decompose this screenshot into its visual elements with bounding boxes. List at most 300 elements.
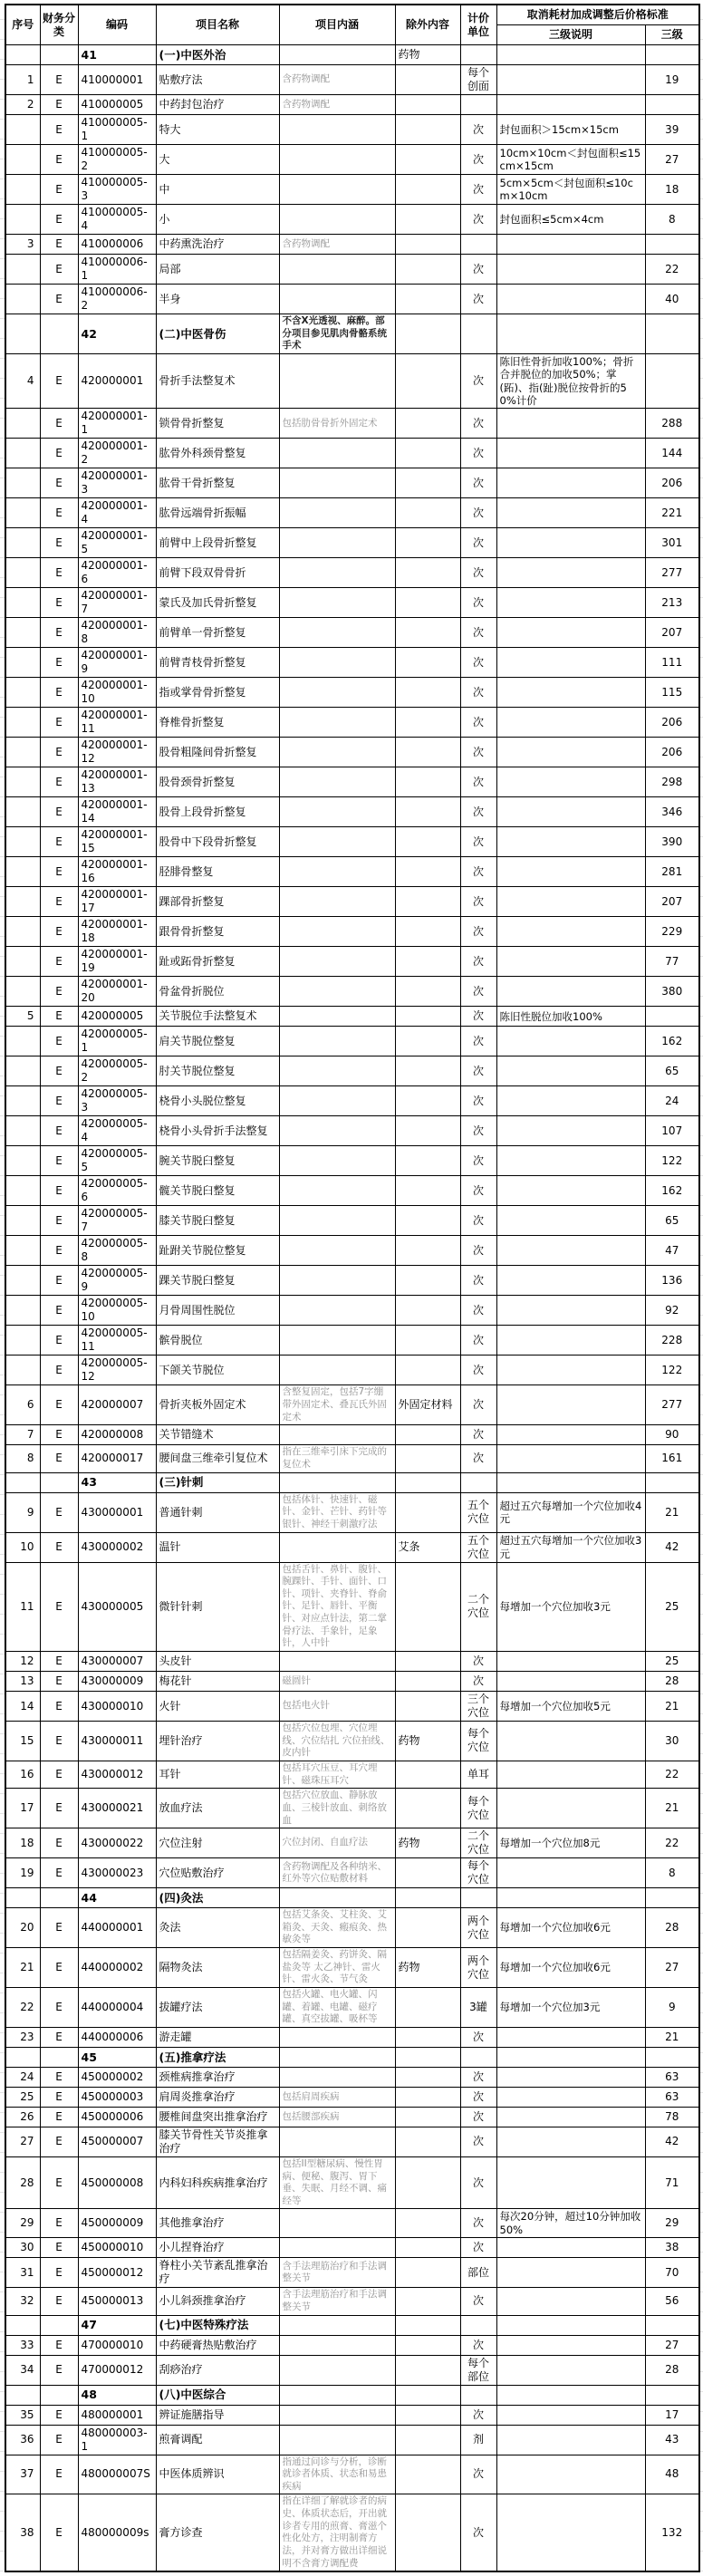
cell-excl (395, 1266, 460, 1296)
cell-fin: E (40, 65, 78, 95)
cell-excl (395, 1146, 460, 1176)
cell-name: 肘关节脱位整复 (156, 1056, 279, 1086)
cell-note (496, 1888, 645, 1908)
cell-unit: 次 (460, 558, 496, 588)
cell-unit: 每个部位 (460, 2355, 496, 2385)
cell-content (279, 947, 395, 977)
cell-price: 162 (645, 1176, 699, 1206)
cell-code: 420000001-17 (78, 887, 156, 917)
cell-excl (395, 1236, 460, 1266)
cell-content (279, 2315, 395, 2335)
cell-name: 月骨周围性脱位 (156, 1296, 279, 1326)
cell-note (496, 1672, 645, 1692)
cell-price: 162 (645, 1027, 699, 1056)
cell-note (496, 1722, 645, 1761)
cell-price: 8 (645, 205, 699, 235)
cell-excl (395, 857, 460, 887)
cell-note (496, 1056, 645, 1086)
cell-note (496, 2107, 645, 2127)
cell-content: 含药物调配 (279, 235, 395, 255)
cell-fin: E (40, 827, 78, 857)
cell-code: 420000005-11 (78, 1326, 156, 1356)
cell-fin (40, 1472, 78, 1492)
cell-fin: E (40, 2107, 78, 2127)
cell-seq (5, 45, 40, 65)
cell-excl (395, 498, 460, 528)
cell-seq (5, 1176, 40, 1206)
cell-code: 410000006 (78, 235, 156, 255)
cell-content (279, 2238, 395, 2258)
cell-seq: 15 (5, 1722, 40, 1761)
cell-unit: 次 (460, 285, 496, 314)
cell-code: 420000001-9 (78, 648, 156, 678)
table-row (5, 1761, 699, 1788)
cell-excl (395, 175, 460, 205)
cell-seq (5, 857, 40, 887)
cell-price: 281 (645, 857, 699, 887)
cell-excl (395, 1056, 460, 1086)
table-row (5, 1326, 699, 1356)
cell-seq (5, 1027, 40, 1056)
cell-fin: E (40, 2087, 78, 2107)
cell-name: (二)中医骨伤 (156, 314, 279, 354)
cell-code: 420000001-11 (78, 708, 156, 738)
cell-price: 9 (645, 1988, 699, 2028)
cell-price: 56 (645, 2288, 699, 2315)
table-row (5, 678, 699, 708)
cell-name: 骨盆骨折脱位 (156, 977, 279, 1007)
cell-fin: E (40, 1532, 78, 1562)
table-row (5, 558, 699, 588)
cell-fin: E (40, 2027, 78, 2047)
cell-name: 锁骨骨折整复 (156, 409, 279, 439)
cell-seq: 21 (5, 1948, 40, 1988)
cell-seq: 10 (5, 1532, 40, 1562)
cell-name: 刮痧治疗 (156, 2355, 279, 2385)
cell-unit (460, 314, 496, 354)
cell-fin: E (40, 2355, 78, 2385)
cell-seq: 26 (5, 2107, 40, 2127)
cell-excl (395, 1672, 460, 1692)
cell-unit: 次 (460, 738, 496, 767)
cell-note (496, 45, 645, 65)
cell-code: 410000005-1 (78, 115, 156, 145)
cell-unit: 二个穴位 (460, 1562, 496, 1651)
cell-fin: E (40, 1722, 78, 1761)
cell-excl (395, 95, 460, 115)
cell-code: 440000006 (78, 2027, 156, 2047)
cell-price: 21 (645, 2027, 699, 2047)
cell-fin: E (40, 95, 78, 115)
header-item-content: 项目内涵 (279, 5, 395, 45)
cell-content (279, 1007, 395, 1027)
cell-name: 小儿斜颈推拿治疗 (156, 2288, 279, 2315)
cell-excl (395, 314, 460, 354)
cell-unit: 次 (460, 1672, 496, 1692)
cell-name: 穴位贴敷治疗 (156, 1858, 279, 1888)
table-row (5, 917, 699, 947)
cell-note (496, 1176, 645, 1206)
table-row (5, 1948, 699, 1988)
cell-fin: E (40, 115, 78, 145)
cell-note: 封包面积＞15cm×15cm (496, 115, 645, 145)
cell-fin: E (40, 797, 78, 827)
cell-seq: 27 (5, 2127, 40, 2156)
cell-unit: 次 (460, 2455, 496, 2494)
table-row (5, 1722, 699, 1761)
table-row (5, 1027, 699, 1056)
cell-name: 小儿捏脊治疗 (156, 2238, 279, 2258)
table-row (5, 235, 699, 255)
cell-unit: 次 (460, 528, 496, 558)
cell-unit: 次 (460, 1425, 496, 1445)
cell-excl (395, 255, 460, 285)
cell-content: 磁圆针 (279, 1672, 395, 1692)
cell-code: 45 (78, 2047, 156, 2067)
cell-seq: 5 (5, 1007, 40, 1027)
cell-content (279, 648, 395, 678)
cell-excl (395, 1007, 460, 1027)
cell-excl (395, 285, 460, 314)
cell-seq (5, 708, 40, 738)
cell-content (279, 2405, 395, 2425)
cell-name: (三)针刺 (156, 1472, 279, 1492)
cell-name: 前臂青枝骨折整复 (156, 648, 279, 678)
cell-price: 47 (645, 1236, 699, 1266)
cell-name: 普通针刺 (156, 1492, 279, 1532)
cell-excl: 药物 (395, 45, 460, 65)
cell-fin: E (40, 1206, 78, 1236)
cell-fin: E (40, 1296, 78, 1326)
cell-fin: E (40, 1672, 78, 1692)
cell-note (496, 708, 645, 738)
cell-excl (395, 1652, 460, 1672)
cell-name: (五)推拿疗法 (156, 2047, 279, 2067)
cell-seq: 32 (5, 2288, 40, 2315)
cell-name: 关节脱位手法整复术 (156, 1007, 279, 1027)
cell-name: 股骨上段骨折整复 (156, 797, 279, 827)
table-row (5, 353, 699, 409)
table-row (5, 1562, 699, 1651)
cell-fin: E (40, 977, 78, 1007)
cell-excl (395, 528, 460, 558)
cell-excl (395, 887, 460, 917)
cell-content (279, 439, 395, 468)
cell-code: 410000001 (78, 65, 156, 95)
cell-unit: 次 (460, 1116, 496, 1146)
cell-fin: E (40, 767, 78, 797)
cell-note: 每增加一个穴位加收5元 (496, 1692, 645, 1722)
cell-content (279, 887, 395, 917)
table-row (5, 857, 699, 887)
cell-note (496, 887, 645, 917)
cell-name: 髋关节脱臼整复 (156, 1176, 279, 1206)
cell-unit: 次 (460, 1056, 496, 1086)
cell-unit (460, 1472, 496, 1492)
cell-unit: 次 (460, 678, 496, 708)
cell-name: 桡骨小头脱位整复 (156, 1086, 279, 1116)
cell-code: 420000005-9 (78, 1266, 156, 1296)
cell-excl: 艾条 (395, 1532, 460, 1562)
cell-content: 包括体针、快速针、磁针、金针、芒针、药针等银针、神经干刺激疗法 (279, 1492, 395, 1532)
cell-seq: 24 (5, 2067, 40, 2087)
cell-fin: E (40, 2156, 78, 2209)
cell-seq: 11 (5, 1562, 40, 1651)
cell-unit: 次 (460, 255, 496, 285)
cell-fin: E (40, 528, 78, 558)
table-row (5, 1236, 699, 1266)
cell-code: 430000007 (78, 1652, 156, 1672)
section-row (5, 45, 699, 65)
cell-unit (460, 45, 496, 65)
cell-code: 430000002 (78, 1532, 156, 1562)
cell-excl (395, 1888, 460, 1908)
cell-content (279, 1296, 395, 1326)
cell-fin: E (40, 1326, 78, 1356)
cell-unit (460, 2315, 496, 2335)
cell-name: 其他推拿治疗 (156, 2209, 279, 2238)
table-row (5, 2107, 699, 2127)
table-row (5, 498, 699, 528)
cell-content (279, 353, 395, 409)
cell-note (496, 1761, 645, 1788)
cell-price: 107 (645, 1116, 699, 1146)
cell-note: 超过五穴每增加一个穴位加收3元 (496, 1532, 645, 1562)
cell-code: 450000002 (78, 2067, 156, 2087)
cell-price (645, 353, 699, 409)
cell-seq: 20 (5, 1908, 40, 1948)
cell-seq: 23 (5, 2027, 40, 2047)
cell-price: 27 (645, 1948, 699, 1988)
cell-note (496, 2405, 645, 2425)
cell-note (496, 235, 645, 255)
cell-name: 中医体质辨识 (156, 2455, 279, 2494)
cell-name: 放血疗法 (156, 1789, 279, 1828)
cell-note: 10cm×10cm＜封包面积≤15cm×15cm (496, 145, 645, 175)
cell-content (279, 738, 395, 767)
table-row (5, 1296, 699, 1326)
cell-note (496, 1086, 645, 1116)
cell-unit: 次 (460, 887, 496, 917)
cell-note (496, 314, 645, 354)
cell-excl (395, 678, 460, 708)
cell-seq: 22 (5, 1988, 40, 2028)
cell-seq (5, 285, 40, 314)
cell-code: 420000005-3 (78, 1086, 156, 1116)
cell-price: 48 (645, 2455, 699, 2494)
cell-note (496, 917, 645, 947)
cell-unit: 次 (460, 2087, 496, 2107)
cell-price (645, 314, 699, 354)
cell-fin: E (40, 175, 78, 205)
cell-content (279, 1356, 395, 1385)
cell-seq (5, 558, 40, 588)
cell-code: 430000022 (78, 1828, 156, 1858)
cell-excl (395, 2425, 460, 2455)
cell-fin: E (40, 2425, 78, 2455)
cell-price: 277 (645, 1385, 699, 1425)
table-row (5, 175, 699, 205)
table-row (5, 1445, 699, 1472)
cell-seq (5, 439, 40, 468)
cell-content (279, 285, 395, 314)
cell-unit: 部位 (460, 2258, 496, 2288)
cell-content (279, 1472, 395, 1492)
cell-code: 450000006 (78, 2107, 156, 2127)
cell-code: 430000009 (78, 1672, 156, 1692)
cell-price: 25 (645, 1652, 699, 1672)
cell-content: 包括穴位放血、静脉放血、三棱针放血、刺络放血 (279, 1789, 395, 1828)
header-item-name: 项目名称 (156, 5, 279, 45)
cell-price: 28 (645, 2355, 699, 2385)
cell-seq: 4 (5, 353, 40, 409)
cell-code: 420000001-8 (78, 618, 156, 648)
cell-price: 19 (645, 65, 699, 95)
cell-excl (395, 1086, 460, 1116)
cell-name: 踝关节脱臼整复 (156, 1266, 279, 1296)
cell-code: 420000001-6 (78, 558, 156, 588)
cell-code: 440000004 (78, 1988, 156, 2028)
cell-code: 420000017 (78, 1445, 156, 1472)
cell-fin: E (40, 1948, 78, 1988)
cell-fin: E (40, 1858, 78, 1888)
cell-seq: 12 (5, 1652, 40, 1672)
cell-excl (395, 2355, 460, 2385)
cell-code: 420000005-1 (78, 1027, 156, 1056)
cell-name: 踝部骨折整复 (156, 887, 279, 917)
cell-name: 半身 (156, 285, 279, 314)
table-row (5, 65, 699, 95)
cell-code: 420000001-2 (78, 439, 156, 468)
cell-excl (395, 2107, 460, 2127)
cell-fin: E (40, 1828, 78, 1858)
cell-unit: 次 (460, 498, 496, 528)
cell-unit: 每个创面 (460, 65, 496, 95)
cell-content (279, 2425, 395, 2455)
cell-unit: 次 (460, 588, 496, 618)
table-row (5, 2156, 699, 2209)
cell-excl (395, 827, 460, 857)
cell-unit: 次 (460, 1296, 496, 1326)
cell-name: 前臂下段双骨骨折 (156, 558, 279, 588)
cell-code: 47 (78, 2315, 156, 2335)
cell-seq: 35 (5, 2405, 40, 2425)
table-row (5, 255, 699, 285)
cell-name: 中 (156, 175, 279, 205)
cell-fin (40, 2047, 78, 2067)
cell-unit: 次 (460, 115, 496, 145)
cell-note (496, 528, 645, 558)
cell-seq (5, 1326, 40, 1356)
cell-name: 内科妇科疾病推拿治疗 (156, 2156, 279, 2209)
cell-excl (395, 1562, 460, 1651)
cell-seq (5, 1888, 40, 1908)
cell-content: 包括火罐、电火罐、闪罐、着罐、电罐、磁疗罐、真空拔罐、吸杯等 (279, 1988, 395, 2028)
cell-content (279, 1206, 395, 1236)
cell-note (496, 1652, 645, 1672)
cell-name: 贴敷疗法 (156, 65, 279, 95)
cell-code: 430000023 (78, 1858, 156, 1888)
cell-name: 肩关节脱位整复 (156, 1027, 279, 1056)
cell-unit: 次 (460, 708, 496, 738)
cell-name: 中药熏洗治疗 (156, 235, 279, 255)
cell-excl (395, 2047, 460, 2067)
cell-content (279, 528, 395, 558)
cell-unit: 次 (460, 797, 496, 827)
cell-code: 420000001-10 (78, 678, 156, 708)
cell-unit: 次 (460, 1086, 496, 1116)
cell-unit: 次 (460, 2335, 496, 2355)
cell-content (279, 558, 395, 588)
cell-note (496, 1472, 645, 1492)
cell-price: 29 (645, 2209, 699, 2238)
header-code: 编码 (78, 5, 156, 45)
cell-name: 煎膏调配 (156, 2425, 279, 2455)
cell-note (496, 1858, 645, 1888)
cell-seq: 9 (5, 1492, 40, 1532)
cell-note (496, 1445, 645, 1472)
cell-fin: E (40, 2209, 78, 2238)
cell-price: 40 (645, 285, 699, 314)
cell-note (496, 738, 645, 767)
cell-note (496, 468, 645, 498)
cell-excl (395, 1206, 460, 1236)
cell-code: 420000005-8 (78, 1236, 156, 1266)
cell-content: 指在详细了解就诊者的病史、体质状态后，开出就诊者专用的煎膏、膏滋个性化处方，注明制膏方法，并对膏方做出详细说明不含膏方调配费 (279, 2494, 395, 2571)
cell-price: 30 (645, 1722, 699, 1761)
cell-seq (5, 2385, 40, 2405)
cell-price: 111 (645, 648, 699, 678)
cell-fin: E (40, 2288, 78, 2315)
cell-note (496, 285, 645, 314)
cell-price: 288 (645, 409, 699, 439)
cell-seq: 3 (5, 235, 40, 255)
cell-price: 229 (645, 917, 699, 947)
cell-content: 包括舌针、鼻针、腹针、腕踝针、手针、面针、口针、项针、夹脊针、脊俞针、足针、唇针、平衡针、对应点针法，第二掌骨疗法、手象针，足象针，人中针 (279, 1562, 395, 1651)
cell-content: 指在三维牵引床下完成的复位术 (279, 1445, 395, 1472)
cell-seq (5, 1146, 40, 1176)
cell-content (279, 2335, 395, 2355)
cell-seq (5, 738, 40, 767)
cell-seq (5, 1266, 40, 1296)
header-seq: 序号 (5, 5, 40, 45)
cell-name: 腕关节脱臼整复 (156, 1146, 279, 1176)
cell-content (279, 797, 395, 827)
cell-code: 44 (78, 1888, 156, 1908)
table-row (5, 1988, 699, 2028)
cell-unit: 次 (460, 1445, 496, 1472)
cell-fin (40, 2385, 78, 2405)
cell-seq (5, 175, 40, 205)
cell-fin: E (40, 588, 78, 618)
table-row (5, 618, 699, 648)
cell-excl (395, 947, 460, 977)
cell-code: 420000005-4 (78, 1116, 156, 1146)
cell-name: 跟骨骨折整复 (156, 917, 279, 947)
cell-seq (5, 618, 40, 648)
cell-seq (5, 468, 40, 498)
cell-code: 420000001-7 (78, 588, 156, 618)
cell-seq: 25 (5, 2087, 40, 2107)
table-row (5, 2355, 699, 2385)
cell-price: 144 (645, 439, 699, 468)
cell-unit: 次 (460, 947, 496, 977)
cell-name: 中药硬膏热贴敷治疗 (156, 2335, 279, 2355)
cell-excl (395, 1761, 460, 1788)
cell-fin: E (40, 1385, 78, 1425)
cell-fin: E (40, 947, 78, 977)
cell-note (496, 2355, 645, 2385)
